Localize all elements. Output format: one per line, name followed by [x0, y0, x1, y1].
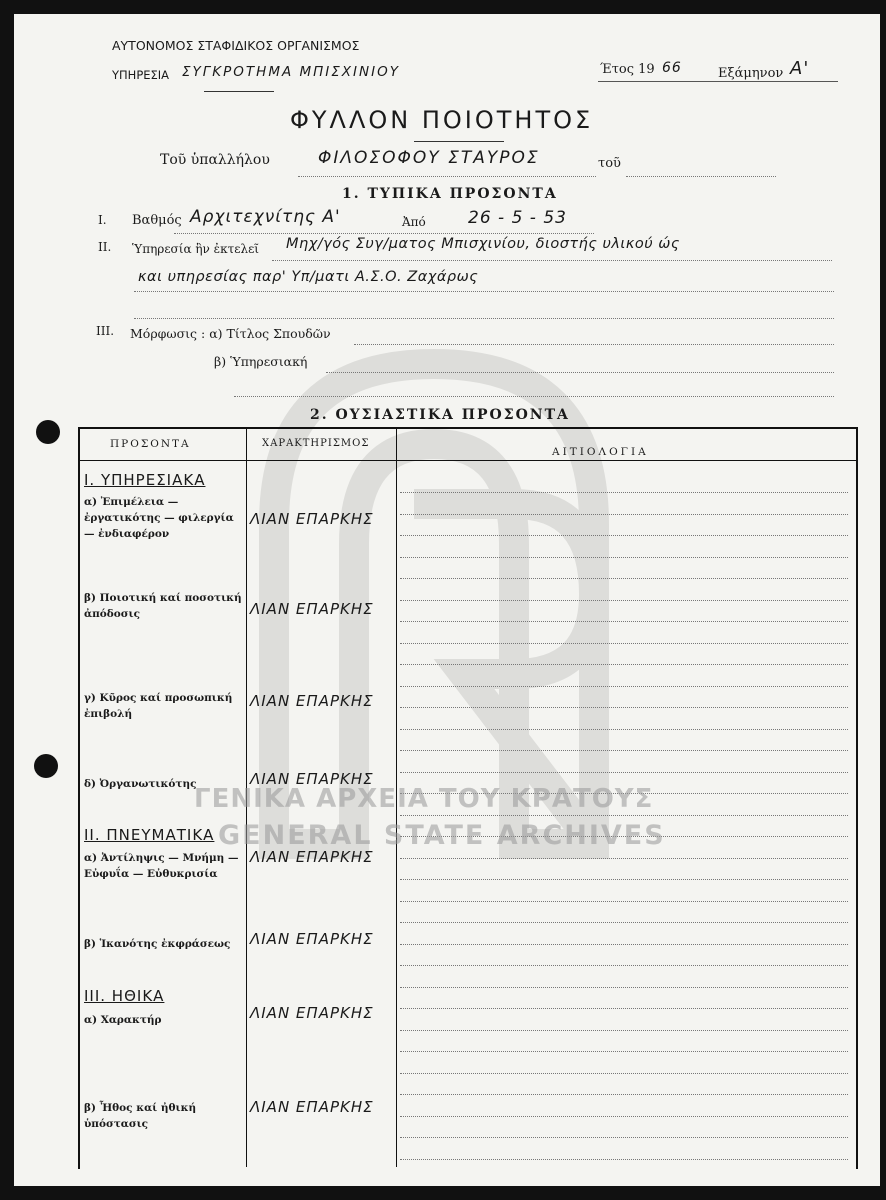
justification-line	[400, 1051, 848, 1052]
group-title-intellectual: II. ΠΝΕΥΜΑΤΙΚΑ	[84, 826, 215, 844]
punch-hole-top	[36, 420, 60, 444]
justification-line	[400, 664, 848, 665]
justification-line	[400, 1116, 848, 1117]
from-value: 26 - 5 - 53	[468, 208, 567, 228]
year-line	[598, 81, 838, 82]
col-header-justification: ΑΙΤΙΟΛΟΓΙΑ	[552, 446, 649, 458]
service-num: II.	[98, 240, 112, 254]
justification-line	[400, 535, 848, 536]
service-label: ΥΠΗΡΕΣΙΑ	[112, 68, 170, 82]
form-page	[14, 14, 880, 1186]
education-label: Μόρφωσις : α) Τίτλος Σπουδῶν	[130, 326, 331, 341]
education-line-1	[354, 344, 834, 345]
justification-line	[400, 815, 848, 816]
justification-line	[400, 1137, 848, 1138]
service-line-3	[134, 318, 834, 319]
watermark-text-greek: ΓΕΝΙΚΑ ΑΡΧΕΙΑ ΤΟΥ ΚΡΑΤΟΥΣ	[194, 784, 654, 814]
justification-line	[400, 858, 848, 859]
quality-rating: ΛΙΑΝ ΕΠΑΡΚΗΣ	[250, 930, 374, 948]
quality-rating: ΛΙΑΝ ΕΠΑΡΚΗΣ	[250, 510, 374, 528]
justification-line	[400, 686, 848, 687]
justification-line	[400, 600, 848, 601]
rank-num: I.	[98, 213, 107, 227]
justification-line	[400, 707, 848, 708]
justification-line	[400, 1008, 848, 1009]
justification-line	[400, 492, 848, 493]
quality-item: γ) Κῦρος καί προσωπική ἐπιβολή	[84, 692, 233, 720]
justification-line	[400, 557, 848, 558]
from-label: Ἀπό	[402, 215, 426, 229]
employee-suffix: τοῦ	[598, 156, 621, 171]
justification-line	[400, 901, 848, 902]
education-b-label: β) Ὑπηρεσιακή	[214, 354, 308, 369]
quality-item: β) Ἱκανότης ἐκφράσεως	[84, 938, 231, 950]
justification-line	[400, 1094, 848, 1095]
year-label: Έτος 19	[600, 62, 655, 77]
justification-line	[400, 643, 848, 644]
justification-line	[400, 750, 848, 751]
semester-value: Α'	[790, 58, 810, 79]
justification-line	[400, 772, 848, 773]
quality-item: β) Ἦθος καί ἠθική ὑπόστασις	[84, 1102, 197, 1130]
quality-item: α) Χαρακτήρ	[84, 1014, 162, 1026]
justification-line	[400, 879, 848, 880]
col-header-qualities: ΠΡΟΣΟΝΤΑ	[110, 438, 191, 450]
service-duty-label: Ὑπηρεσία ἣν ἐκτελεῖ	[132, 242, 259, 256]
organization-name: ΑΥΤΟΝΟΜΟΣ ΣΤΑΦΙΔΙΚΟΣ ΟΡΓΑΝΙΣΜΟΣ	[112, 38, 360, 53]
employee-suffix-line	[626, 176, 776, 177]
section2-heading: 2. ΟΥΣΙΑΣΤΙΚΑ ΠΡΟΣΟΝΤΑ	[310, 407, 570, 423]
rank-label: Βαθμός	[132, 213, 182, 228]
justification-line	[400, 514, 848, 515]
justification-line	[400, 987, 848, 988]
service-duty-line1: Μηχ/γός Συγ/ματος Μπισχινίου, διοστής υλικού ώς	[286, 236, 680, 252]
watermark-text-english: GENERAL STATE ARCHIVES	[218, 820, 666, 851]
education-num: III.	[96, 324, 115, 338]
quality-item: α) Ἀντίληψις — Μνήμη — Εὐφυΐα — Εὐθυκρισία	[84, 852, 239, 880]
justification-line	[400, 922, 848, 923]
education-line-3	[234, 396, 834, 397]
employee-line	[298, 176, 596, 177]
year-value: 66	[662, 60, 682, 76]
employee-name: ΦΙΛΟΣΟΦΟΥ ΣΤΑΥΡΟΣ	[318, 148, 540, 168]
quality-item: δ) Ὀργανωτικότης	[84, 778, 197, 790]
quality-rating: ΛΙΑΝ ΕΠΑΡΚΗΣ	[250, 1098, 374, 1116]
rank-value: Αρχιτεχνίτης Α'	[190, 207, 341, 227]
justification-line	[400, 729, 848, 730]
justification-line	[400, 965, 848, 966]
semester-label: Εξάμηνον	[718, 66, 784, 81]
education-line-2	[326, 372, 834, 373]
page-title: ΦΥΛΛΟΝ ΠΟΙΟΤΗΤΟΣ	[290, 106, 594, 134]
quality-item: β) Ποιοτική καί ποσοτική ἀπόδοσις	[84, 592, 242, 620]
justification-line	[400, 1030, 848, 1031]
justification-line	[400, 1159, 848, 1160]
section1-heading: 1. ΤΥΠΙΚΑ ΠΡΟΣΟΝΤΑ	[342, 186, 558, 202]
quality-item: α) Ἐπιμέλεια — ἐργατικότης — φιλεργία — ἐνδιαφέρον	[84, 496, 234, 540]
quality-rating: ΛΙΑΝ ΕΠΑΡΚΗΣ	[250, 692, 374, 710]
col-header-rating: ΧΑΡΑΚΤΗΡΙΣΜΟΣ	[262, 438, 370, 449]
table-header-rule	[78, 460, 856, 461]
title-ornament	[414, 141, 504, 142]
service-line-2	[134, 291, 834, 292]
group-title-service: I. ΥΠΗΡΕΣΙΑΚΑ	[84, 471, 206, 489]
header-ornament	[204, 91, 274, 92]
quality-rating: ΛΙΑΝ ΕΠΑΡΚΗΣ	[250, 1004, 374, 1022]
service-duty-line2: και υπηρεσίας παρ' Υπ/ματι Α.Σ.Ο. Ζαχάρως	[138, 269, 479, 285]
service-line-1	[272, 260, 832, 261]
justification-line	[400, 578, 848, 579]
quality-rating: ΛΙΑΝ ΕΠΑΡΚΗΣ	[250, 770, 374, 788]
justification-line	[400, 944, 848, 945]
punch-hole-bottom	[34, 754, 58, 778]
justification-line	[400, 621, 848, 622]
group-title-ethical: III. ΗΘΙΚΑ	[84, 987, 165, 1005]
rank-line	[174, 233, 594, 234]
quality-rating: ΛΙΑΝ ΕΠΑΡΚΗΣ	[250, 848, 374, 866]
quality-rating: ΛΙΑΝ ΕΠΑΡΚΗΣ	[250, 600, 374, 618]
justification-line	[400, 1073, 848, 1074]
employee-prefix: Τοῦ ὑπαλλήλου	[160, 152, 270, 168]
service-value: ΣΥΓΚΡΟΤΗΜΑ ΜΠΙΣΧΙΝΙΟΥ	[182, 64, 400, 80]
